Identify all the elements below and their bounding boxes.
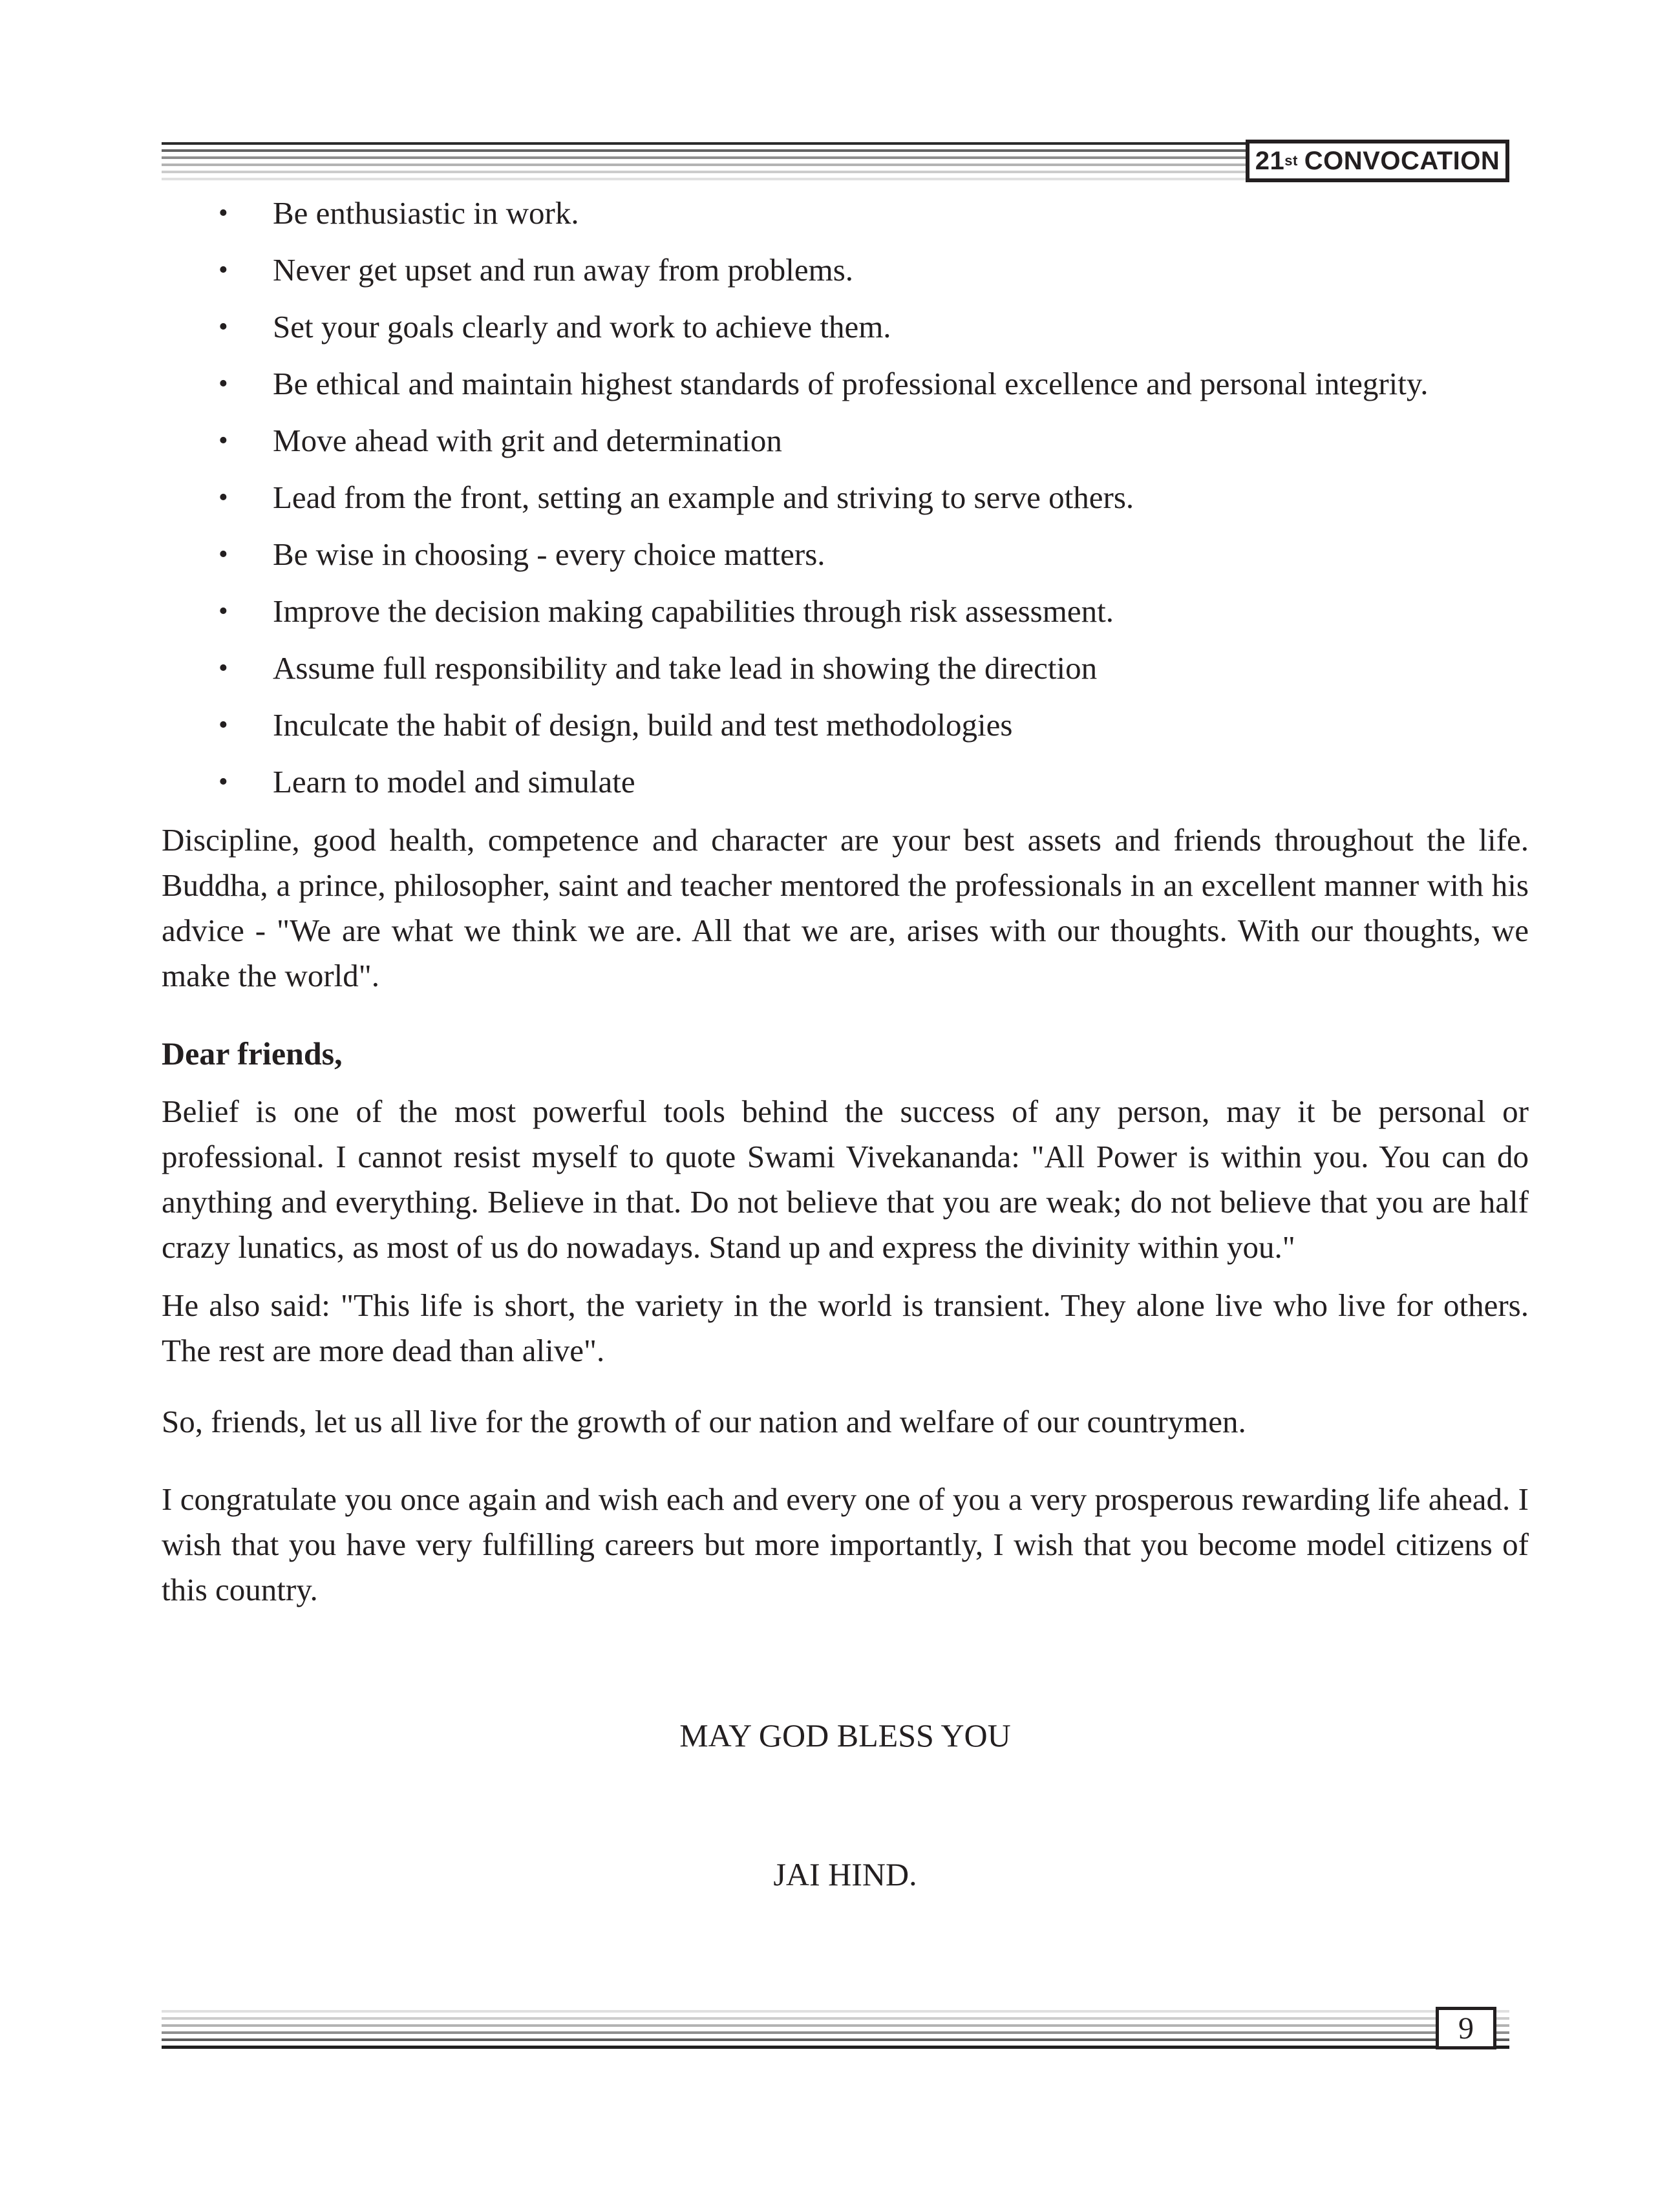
speech-content — [162, 0, 1529, 1897]
paragraph-congratulate: I congratulate you once again and wish each and every one of you a very prosperous rewarding life ahead. I wish that you have very fulfilling careers but more importantly, I wish that you become model citizens of this country. — [162, 1481, 1529, 1607]
rule-line — [162, 2010, 1509, 2013]
advice-list — [162, 191, 1529, 805]
rule-line — [162, 2024, 1509, 2027]
advice-item: • Learn to model and simulate — [162, 759, 1529, 805]
advice-item: • Inculcate the habit of design, build and test methodologies — [162, 703, 1529, 748]
badge-number: 21 — [1255, 146, 1285, 175]
jai-hind-line: JAI HIND. — [773, 1856, 917, 1892]
advice-item: • Improve the decision making capabilities through risk assessment. — [162, 589, 1529, 634]
rule-line — [162, 2031, 1509, 2034]
advice-item: • Set your goals clearly and work to achieve them. — [162, 304, 1529, 350]
salutation-heading: Dear friends, — [162, 1035, 343, 1072]
advice-item: • Never get upset and run away from problems. — [162, 248, 1529, 293]
advice-item: • Move ahead with grit and determination — [162, 418, 1529, 463]
page-number-badge — [1436, 2007, 1496, 2049]
rule-line — [162, 2038, 1509, 2041]
badge-ordinal: st — [1284, 153, 1298, 169]
advice-item: • Be ethical and maintain highest standards of professional excellence and personal integrity. — [162, 361, 1529, 407]
paragraph-belief: Belief is one of the most powerful tools behind the success of any person, may it be personal or professional. I cannot resist myself to quote Swami Vivekananda: "All Power is within you. You can do anything and everything. Believe in that. Do not believe that you are weak; do not believe that you are half crazy lunatics, as most of us do nowadays. Stand up and express the divinity within you." — [162, 1094, 1529, 1265]
paragraph-discipline: Discipline, good health, competence and character are your best assets and friends throughout the life. Buddha, a prince, philosopher, saint and teacher mentored the professionals in an excellent manner with his advice - "We are what we think we are. All that we are, arises with our thoughts. With our thoughts, we make the world". — [162, 822, 1529, 993]
rule-line — [162, 2046, 1509, 2049]
badge-word: CONVOCATION — [1304, 146, 1500, 175]
advice-item: • Lead from the front, setting an example and striving to serve others. — [162, 475, 1529, 520]
blessing-line: MAY GOD BLESS YOU — [679, 1717, 1011, 1753]
paragraph-so-friends: So, friends, let us all live for the growth of our nation and welfare of our countrymen. — [162, 1404, 1246, 1439]
rule-line — [162, 2017, 1509, 2020]
footer-rule-lines — [162, 2010, 1509, 2049]
advice-item: • Be enthusiastic in work. — [162, 191, 1529, 236]
paragraph-he-also-said: He also said: "This life is short, the variety in the world is transient. They alone live who live for others. The rest are more dead than alive". — [162, 1287, 1529, 1368]
advice-item: • Assume full responsibility and take lead in showing the direction — [162, 646, 1529, 691]
advice-item: • Be wise in choosing - every choice matters. — [162, 532, 1529, 577]
page-footer — [162, 2010, 1509, 2049]
page-number: 9 — [1458, 2011, 1474, 2046]
